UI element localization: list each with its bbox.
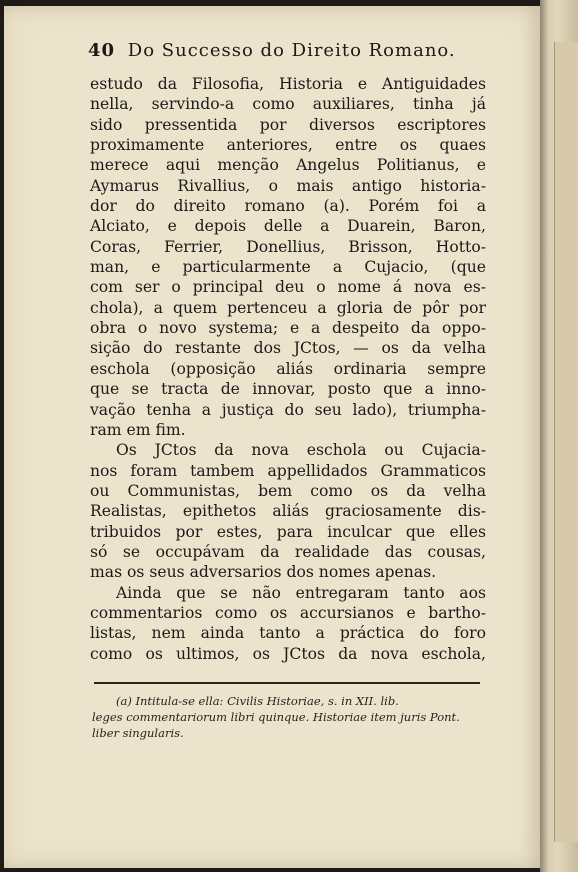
body-line: Realistas, epithetos aliás graciosamente dis- — [90, 502, 486, 521]
body-line: Os JCtos da nova eschola ou Cujacia- — [116, 441, 486, 460]
body-line: eschola (opposição aliás ordinaria sempre — [90, 359, 486, 378]
body-line: tribuidos por estes, para inculcar que elles — [90, 522, 486, 541]
body-line: Aymarus Rivallius, o mais antigo historia- — [90, 176, 486, 195]
body-line: ram em fim. — [90, 420, 186, 439]
body-text — [90, 74, 486, 664]
body-line: proximamente anteriores, entre os quaes — [90, 136, 486, 155]
body-line: Coras, Ferrier, Donellius, Brisson, Hotto- — [90, 237, 486, 256]
body-line: chola), a quem pertenceu a gloria de pôr por — [90, 298, 486, 317]
body-line: com ser o principal deu o nome á nova es- — [90, 278, 486, 297]
body-line: nos foram tambem appellidados Grammaticos — [90, 461, 486, 480]
body-line: Alciato, e depois delle a Duarein, Baron, — [90, 217, 486, 236]
body-line: sido pressentida por diversos escriptores — [90, 115, 486, 134]
body-line: mas os seus adversarios dos nomes apenas. — [90, 563, 437, 582]
adjacent-page-edge-inner — [554, 42, 578, 842]
page-number: 40 — [88, 40, 116, 61]
body-line: só se occupávam da realidade das cousas, — [90, 542, 486, 561]
body-line: dor do direito romano (a). Porém foi a — [90, 197, 486, 216]
body-line: como os ultimos, os JCtos da nova eschola, — [90, 644, 486, 663]
footnote-line: liber singularis. — [92, 726, 184, 740]
body-line: vação tenha a justiça do seu lado), triumpha- — [90, 400, 486, 419]
footnote-divider — [94, 682, 480, 684]
body-line: que se tracta de innovar, posto que a inno- — [90, 380, 486, 399]
body-line: nella, servindo-a como auxiliares, tinha já — [90, 95, 486, 114]
running-title: Do Successo do Direito Romano. — [127, 40, 456, 61]
running-head — [88, 40, 488, 61]
footnote-line: leges commentariorum libri quinque. Historiae item juris Pont. — [92, 710, 460, 724]
body-line: sição do restante dos JCtos, — os da velha — [90, 339, 486, 358]
body-line: merece aqui menção Angelus Politianus, e — [90, 156, 486, 175]
body-line: listas, nem ainda tanto a práctica do foro — [90, 624, 486, 643]
footnote-line: (a) Intitula-se ella: Civilis Historiae, s. in XII. lib. — [116, 694, 399, 708]
body-line: commentarios como os accursianos e bartho- — [90, 603, 486, 622]
footnote — [92, 693, 484, 741]
body-line: estudo da Filosofia, Historia e Antiguidades — [90, 75, 486, 93]
body-line: man, e particularmente a Cujacio, (que — [90, 258, 486, 277]
adjacent-page-edge — [540, 0, 578, 872]
body-line: ou Communistas, bem como os da velha — [90, 481, 486, 500]
body-line: Ainda que se não entregaram tanto aos — [116, 583, 486, 602]
body-line: obra o novo systema; e a despeito da oppo- — [90, 319, 486, 338]
